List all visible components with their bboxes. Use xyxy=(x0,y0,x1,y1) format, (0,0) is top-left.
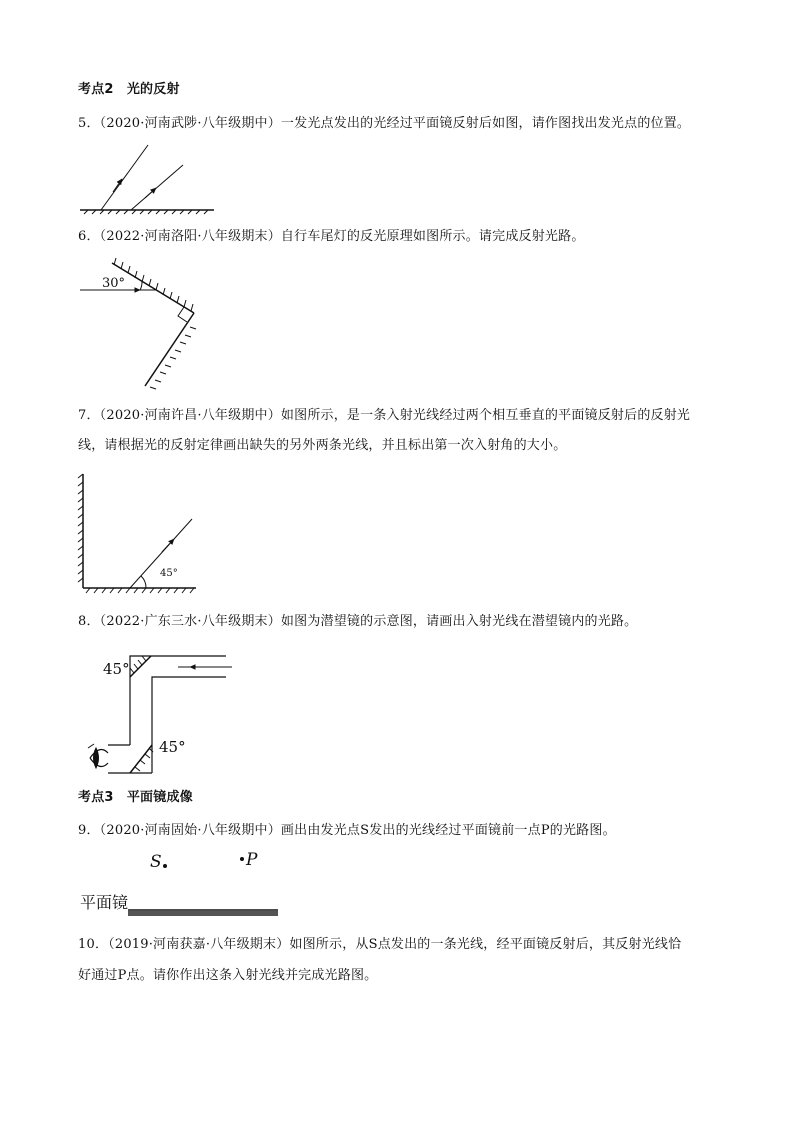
q9-point-s-dot xyxy=(163,864,167,868)
q8-periscope-figure xyxy=(78,640,238,780)
section-heading-plane-mirror: 考点3 平面镜成像 xyxy=(78,790,193,805)
q6-figure xyxy=(78,258,208,390)
question-6-text: 6．（2022·河南洛阳·八年级期末）自行车尾灯的反光原理如图所示。请完成反射光路。 xyxy=(78,229,585,244)
section-heading-reflection: 考点2 光的反射 xyxy=(78,82,180,97)
question-7-text-line1: 7．（2020·河南许昌·八年级期中）如图所示，是一条入射光线经过两个相互垂直的平面镜反射后的反射光 xyxy=(78,408,691,423)
q9-point-s-label: S xyxy=(150,852,162,872)
question-10-text-line1: 10．（2019·河南获嘉·八年级期末）如图所示，从S点发出的一条光线，经平面镜反射后，其反射光线恰 xyxy=(78,937,682,952)
question-7-text-line2: 线，请根据光的反射定律画出缺失的另外两条光线，并且标出第一次入射角的大小。 xyxy=(78,438,567,453)
q5-figure xyxy=(78,140,218,215)
question-9-text: 9．（2020·河南固始·八年级期中）画出由发光点S发出的光线经过平面镜前一点P的光路图。 xyxy=(78,823,616,838)
q7-figure xyxy=(78,472,203,597)
question-10-text-line2: 好通过P点。请你作出这条入射光线并完成光路图。 xyxy=(78,968,378,983)
q8-bottom-angle-label: 45° xyxy=(159,738,186,756)
q9-mirror-figure xyxy=(128,904,280,920)
q9-point-p-dot xyxy=(240,857,244,861)
q8-top-angle-label: 45° xyxy=(103,660,130,678)
question-5-text: 5．（2020·河南武陟·八年级期中）一发光点发出的光经过平面镜反射后如图，请作图找出发光点的位置。 xyxy=(78,116,691,131)
question-8-text: 8．（2022·广东三水·八年级期末）如图为潜望镜的示意图，请画出入射光线在潜望镜内的光路。 xyxy=(78,614,638,629)
q6-angle-label: 30° xyxy=(102,276,126,291)
q7-angle-label: 45° xyxy=(160,568,178,579)
q9-mirror-label: 平面镜 xyxy=(80,893,129,912)
q9-point-p-label: P xyxy=(246,850,258,870)
